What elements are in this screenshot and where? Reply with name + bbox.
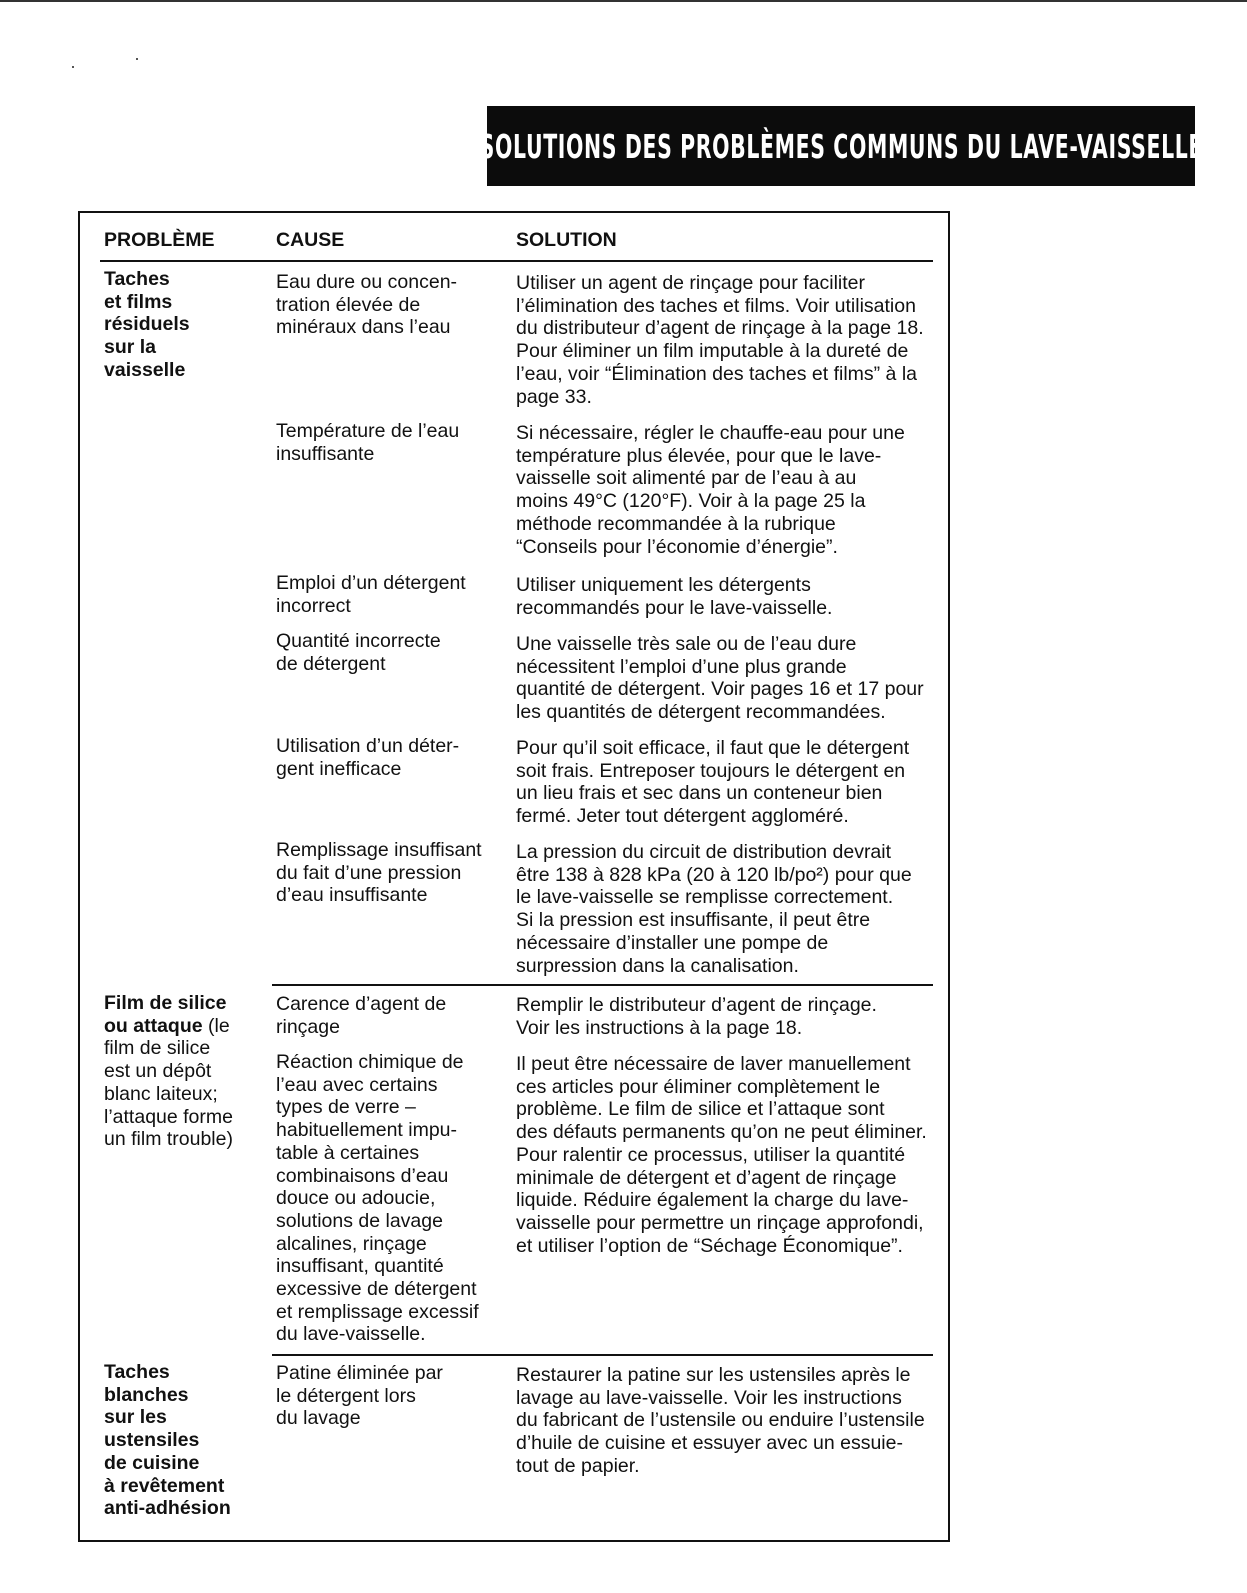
header-cause: CAUSE [276, 229, 345, 251]
solution-cell: Une vaisselle très sale ou de l’eau dure nécessitent l’emploi d’une plus grande quantité de détergent. Voir pages 16 et 17 pour les quantités de détergent recommandées. [516, 633, 924, 724]
header-solution: SOLUTION [516, 229, 617, 251]
cause-cell: Température de l’eau insuffisante [276, 420, 460, 465]
cause-cell: Patine éliminée par le détergent lors du lavage [276, 1362, 443, 1430]
solution-cell: La pression du circuit de distribution devrait être 138 à 828 kPa (20 à 120 lb/po²) pour que le lave-vaisselle se remplisse correctement. Si la pression est insuffisante, il peut être nécessaire d’installer une pompe de surpression dans la canalisation. [516, 841, 912, 977]
page-banner [479, 106, 1203, 186]
header-rule [100, 260, 933, 262]
scan-speck [136, 58, 138, 60]
solution-cell: Pour qu’il soit efficace, il faut que le détergent soit frais. Entreposer toujours le détergent en un lieu frais et sec dans un conteneur bien fermé. Jeter tout détergent aggloméré. [516, 737, 910, 828]
cause-cell: Emploi d’un détergent incorrect [276, 572, 466, 617]
banner-title: SOLUTIONS DES PROBLÈMES COMMUNS DU LAVE-VAISSELLE [479, 126, 1203, 166]
solution-cell: Si nécessaire, régler le chauffe-eau pour une température plus élevée, pour que le lave- vaisselle soit alimenté par de l’eau à au moins 49°C (120°F). Voir à la page 25 la méthode recommandée à la rubrique “Conseils pour l’économie d’énergie”. [516, 422, 905, 558]
cause-cell: Carence d’agent de rinçage [276, 993, 447, 1038]
section-rule [272, 1354, 933, 1356]
solution-cell: Utiliser un agent de rinçage pour faciliter l’élimination des taches et films. Voir utilisation du distributeur d’agent de rinçage à la page 18. Pour éliminer un film imputable à la dureté de l’eau, voir “Élimination des taches et films” à la page 33. [516, 272, 924, 408]
scan-speck [72, 66, 74, 68]
cause-cell: Eau dure ou concen- tration élevée de minéraux dans l’eau [276, 271, 458, 339]
solution-cell: Remplir le distributeur d’agent de rinçage. Voir les instructions à la page 18. [516, 994, 877, 1039]
section-rule [272, 984, 933, 986]
problem-label-bold: Film de silice ou attaque [104, 992, 227, 1037]
page-top-rule [0, 0, 1247, 2]
cause-cell: Réaction chimique de l’eau avec certains types de verre – habituellement impu- table à certaines combinaisons d’eau douce ou adoucie, solutions de lavage alcalines, rinçage insuffisant, quantité excessive de détergent et remplissage excessif du lave-vaisselle. [276, 1051, 479, 1346]
problem-label-note: (le film de silice est un dépôt blanc laiteux; l’attaque forme un film trouble) [104, 1014, 233, 1151]
header-problem: PROBLÈME [104, 229, 215, 251]
problem-label: Taches et films résiduels sur la vaisselle [104, 268, 190, 381]
solution-cell: Il peut être nécessaire de laver manuellement ces articles pour éliminer complètement le problème. Le film de silice et l’attaque sont des défauts permanents qu’on ne peut éliminer. Pour ralentir ce processus, utiliser la quantité minimale de détergent et d’agent de rinçage liquide. Réduire également la charge du lave- vaisselle pour permettre un rinçage approfondi, et utiliser l’option de “Séchage Économique”. [516, 1053, 927, 1257]
problem-label [104, 992, 233, 1151]
cause-cell: Utilisation d’un déter- gent inefficace [276, 735, 460, 780]
problem-label: Taches blanches sur les ustensiles de cuisine à revêtement anti-adhésion [104, 1361, 231, 1520]
cause-cell: Remplissage insuffisant du fait d’une pression d’eau insuffisante [276, 839, 482, 907]
cause-cell: Quantité incorrecte de détergent [276, 630, 441, 675]
solution-cell: Utiliser uniquement les détergents recommandés pour le lave-vaisselle. [516, 574, 833, 619]
solution-cell: Restaurer la patine sur les ustensiles après le lavage au lave-vaisselle. Voir les instructions du fabricant de l’ustensile ou enduire l’ustensile d’huile de cuisine et essuyer avec un essuie- tout de papier. [516, 1364, 925, 1477]
